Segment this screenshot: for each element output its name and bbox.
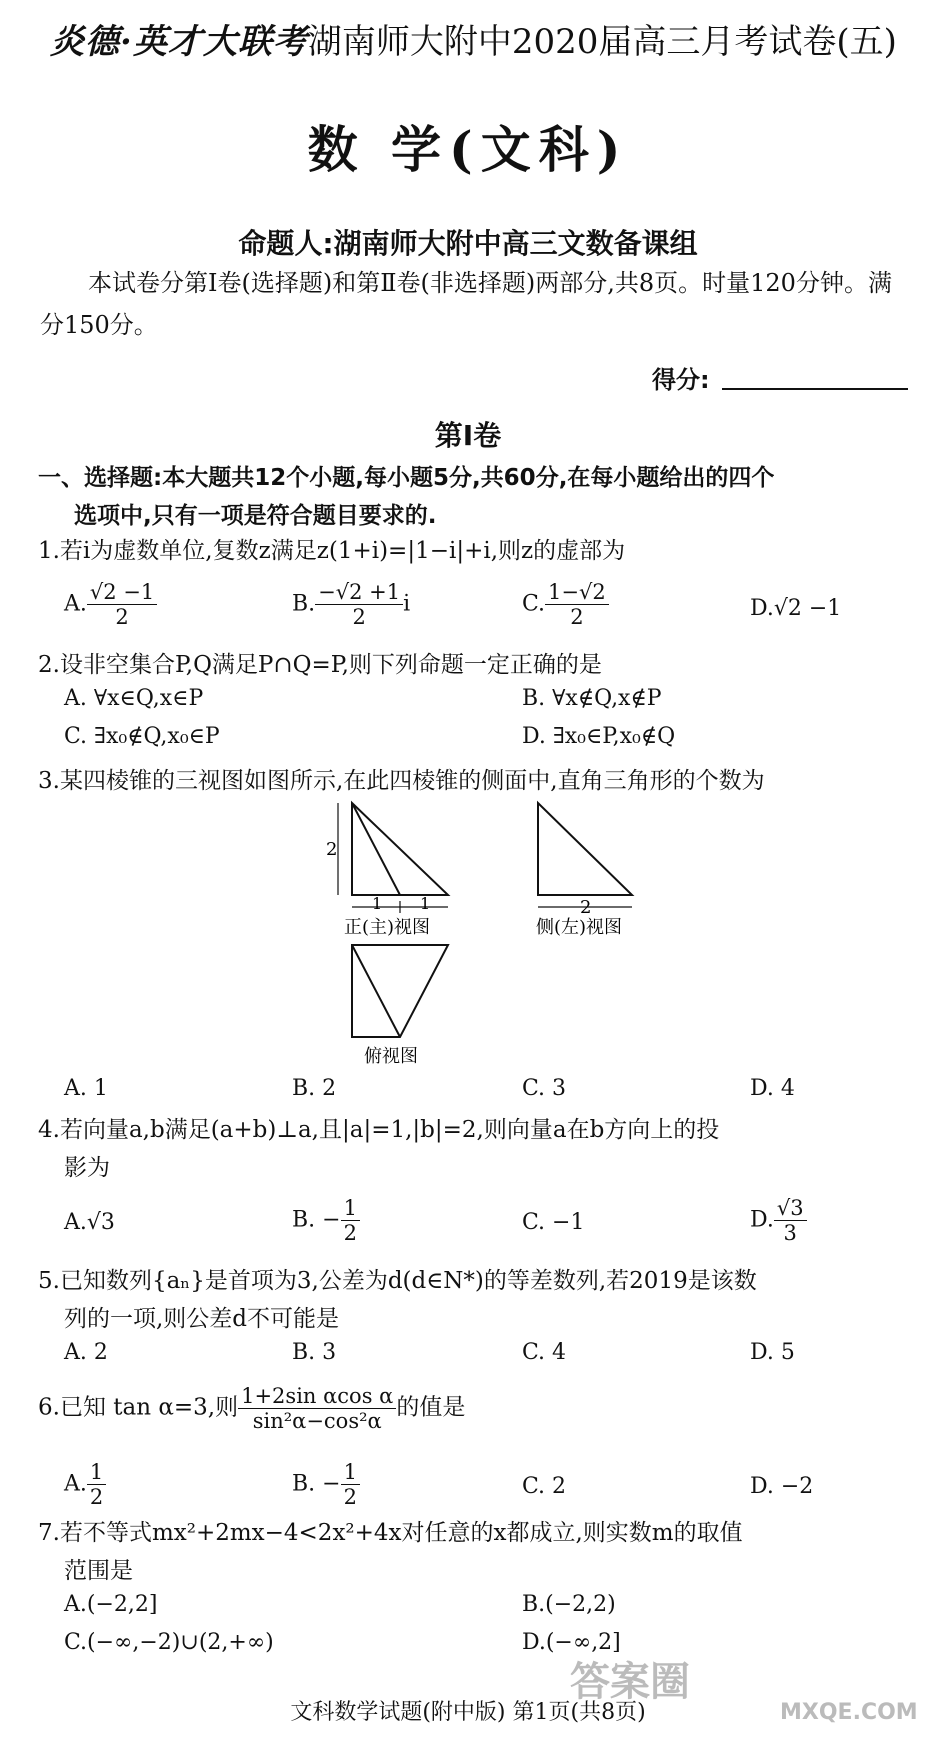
- brand-name: 炎德·英才大联考: [50, 22, 308, 62]
- q2-option-d: D. ∃x₀∈P,x₀∉Q: [522, 724, 676, 749]
- q1-option-d: D.√2 −1: [750, 596, 842, 621]
- q6-option-a: [64, 1460, 106, 1509]
- q2-option-a: A. ∀x∈Q,x∈P: [64, 686, 204, 711]
- q6-den: sin²α−cos²α: [252, 1409, 382, 1434]
- page-footer: 文科数学试题(附中版) 第1页(共8页): [290, 1700, 646, 1725]
- q4-option-c: C. −1: [522, 1210, 585, 1235]
- q5-option-c: C. 4: [522, 1340, 567, 1365]
- q3-option-c: C. 3: [522, 1076, 567, 1101]
- q6-stem: [38, 1384, 465, 1433]
- q6-b-num: 1: [341, 1460, 360, 1485]
- q7-option-a: A.(−2,2]: [64, 1592, 158, 1617]
- q3-option-d: D. 4: [750, 1076, 795, 1101]
- front-dim-1a: 1: [372, 894, 383, 913]
- side-view-label: 侧(左)视图: [536, 917, 623, 938]
- q4-option-b: [292, 1196, 360, 1245]
- q6-b-den: 2: [343, 1485, 357, 1510]
- q7-stem-line-2: 范围是: [64, 1558, 133, 1584]
- q1-option-c: [522, 580, 609, 629]
- q6-a-label: A.: [64, 1471, 87, 1497]
- q1-b-den: 2: [352, 605, 366, 630]
- q3-option-a: A. 1: [64, 1076, 108, 1101]
- front-dim-1b: 1: [420, 894, 431, 913]
- q4-stem-line-2: 影为: [64, 1155, 110, 1181]
- q1-a-den: 2: [115, 605, 129, 630]
- q4-option-d: [750, 1196, 807, 1245]
- q5-option-b: B. 3: [292, 1340, 337, 1365]
- exam-header: [50, 14, 897, 63]
- q2-option-b: B. ∀x∉Q,x∉P: [522, 686, 662, 711]
- q1-stem: 1.若i为虚数单位,复数z满足z(1+i)=|1−i|+i,则z的虚部为: [38, 538, 626, 564]
- q1-b-fraction: [315, 580, 403, 629]
- q4-d-fraction: [774, 1196, 807, 1245]
- q6-a-den: 2: [89, 1485, 104, 1510]
- q4-d-num: √3: [774, 1196, 807, 1221]
- q1-b-post: i: [403, 591, 411, 617]
- author-line: 命题人:湖南师大附中高三文数备课组: [238, 227, 698, 260]
- q6-pre: 6.已知 tan α=3,则: [38, 1394, 239, 1421]
- top-view-label: 俯视图: [364, 1046, 418, 1067]
- q4-b-num: 1: [341, 1196, 360, 1221]
- q3-stem: 3.某四棱锥的三视图如图所示,在此四棱锥的侧面中,直角三角形的个数为: [38, 768, 765, 794]
- q7-option-b: B.(−2,2): [522, 1592, 616, 1617]
- q6-num: 1+2sin αcos α: [238, 1384, 396, 1409]
- q4-option-a: A.√3: [64, 1210, 115, 1235]
- intro-paragraph: 本试卷分第Ⅰ卷(选择题)和第Ⅱ卷(非选择题)两部分,共8页。时量120分钟。满分150分。: [40, 269, 892, 339]
- q1-c-den: 2: [570, 605, 584, 630]
- q4-b-den: 2: [343, 1221, 357, 1246]
- front-view: [338, 803, 448, 913]
- q4-d-label: D.: [750, 1207, 774, 1233]
- q7-option-c: C.(−∞,−2)∪(2,+∞): [64, 1630, 274, 1655]
- top-view: [352, 945, 448, 1037]
- score-label: 得分:: [652, 366, 710, 394]
- q4-b-fraction: [341, 1196, 360, 1245]
- section-instructions: [38, 459, 918, 535]
- q5-option-a: A. 2: [64, 1340, 108, 1365]
- q2-stem: 2.设非空集合P,Q满足P∩Q=P,则下列命题一定正确的是: [38, 652, 602, 678]
- q6-b-label: B. −: [292, 1471, 341, 1497]
- q1-b-label: B.: [292, 591, 316, 617]
- q6-fraction: [238, 1384, 396, 1433]
- q1-option-b: [292, 580, 410, 629]
- q7-option-d: D.(−∞,2]: [522, 1630, 621, 1655]
- side-view: [538, 803, 632, 907]
- q1-c-fraction: [545, 580, 609, 629]
- q4-d-den: 3: [783, 1221, 797, 1246]
- watermark-url: MXQE.COM: [780, 1700, 918, 1725]
- side-dim: 2: [580, 897, 592, 918]
- exam-name: 湖南师大附中2020届高三月考试卷(五): [307, 22, 897, 62]
- front-dim-height: 2: [326, 839, 338, 860]
- q5-option-d: D. 5: [750, 1340, 795, 1365]
- q5-stem-line-2: 列的一项,则公差d不可能是: [64, 1306, 340, 1332]
- q1-c-label: C.: [522, 591, 546, 617]
- q6-option-b: [292, 1460, 360, 1509]
- three-view-figure: [320, 795, 660, 1075]
- q4-b-label: B. −: [292, 1207, 341, 1233]
- q5-stem-line-1: 5.已知数列{aₙ}是首项为3,公差为d(d∈N*)的等差数列,若2019是该数: [38, 1268, 757, 1294]
- section-line-2: 选项中,只有一项是符合题目要求的.: [74, 503, 437, 529]
- q6-option-d: D. −2: [750, 1474, 814, 1499]
- q1-c-num: 1−√2: [545, 580, 609, 605]
- q6-a-num: 1: [87, 1460, 106, 1485]
- score-blank: [722, 388, 908, 390]
- q6-b-fraction: [341, 1460, 360, 1509]
- q1-a-num: √2 −1: [87, 580, 157, 605]
- q6-post: 的值是: [396, 1394, 466, 1421]
- section-line-1: 一、选择题:本大题共12个小题,每小题5分,共60分,在每小题给出的四个: [38, 465, 775, 491]
- subject-title: 数 学(文科): [307, 120, 629, 179]
- q2-option-c: C. ∃x₀∉Q,x₀∈P: [64, 724, 220, 749]
- q6-option-c: C. 2: [522, 1474, 567, 1499]
- q6-a-fraction: [87, 1460, 106, 1509]
- q4-stem-line-1: 4.若向量a,b满足(a+b)⊥a,且|a|=1,|b|=2,则向量a在b方向上的投: [38, 1117, 720, 1143]
- watermark-logo: 答案圈: [570, 1659, 690, 1705]
- q1-a-label: A.: [64, 591, 87, 617]
- q1-b-num: −√2 +1: [315, 580, 403, 605]
- q7-stem-line-1: 7.若不等式mx²+2mx−4<2x²+4x对任意的x都成立,则实数m的取值: [38, 1520, 743, 1546]
- front-view-label: 正(主)视图: [344, 917, 431, 938]
- q1-option-a: [64, 580, 157, 629]
- q1-a-fraction: [87, 580, 157, 629]
- volume-title: 第Ⅰ卷: [434, 419, 502, 452]
- q3-option-b: B. 2: [292, 1076, 337, 1101]
